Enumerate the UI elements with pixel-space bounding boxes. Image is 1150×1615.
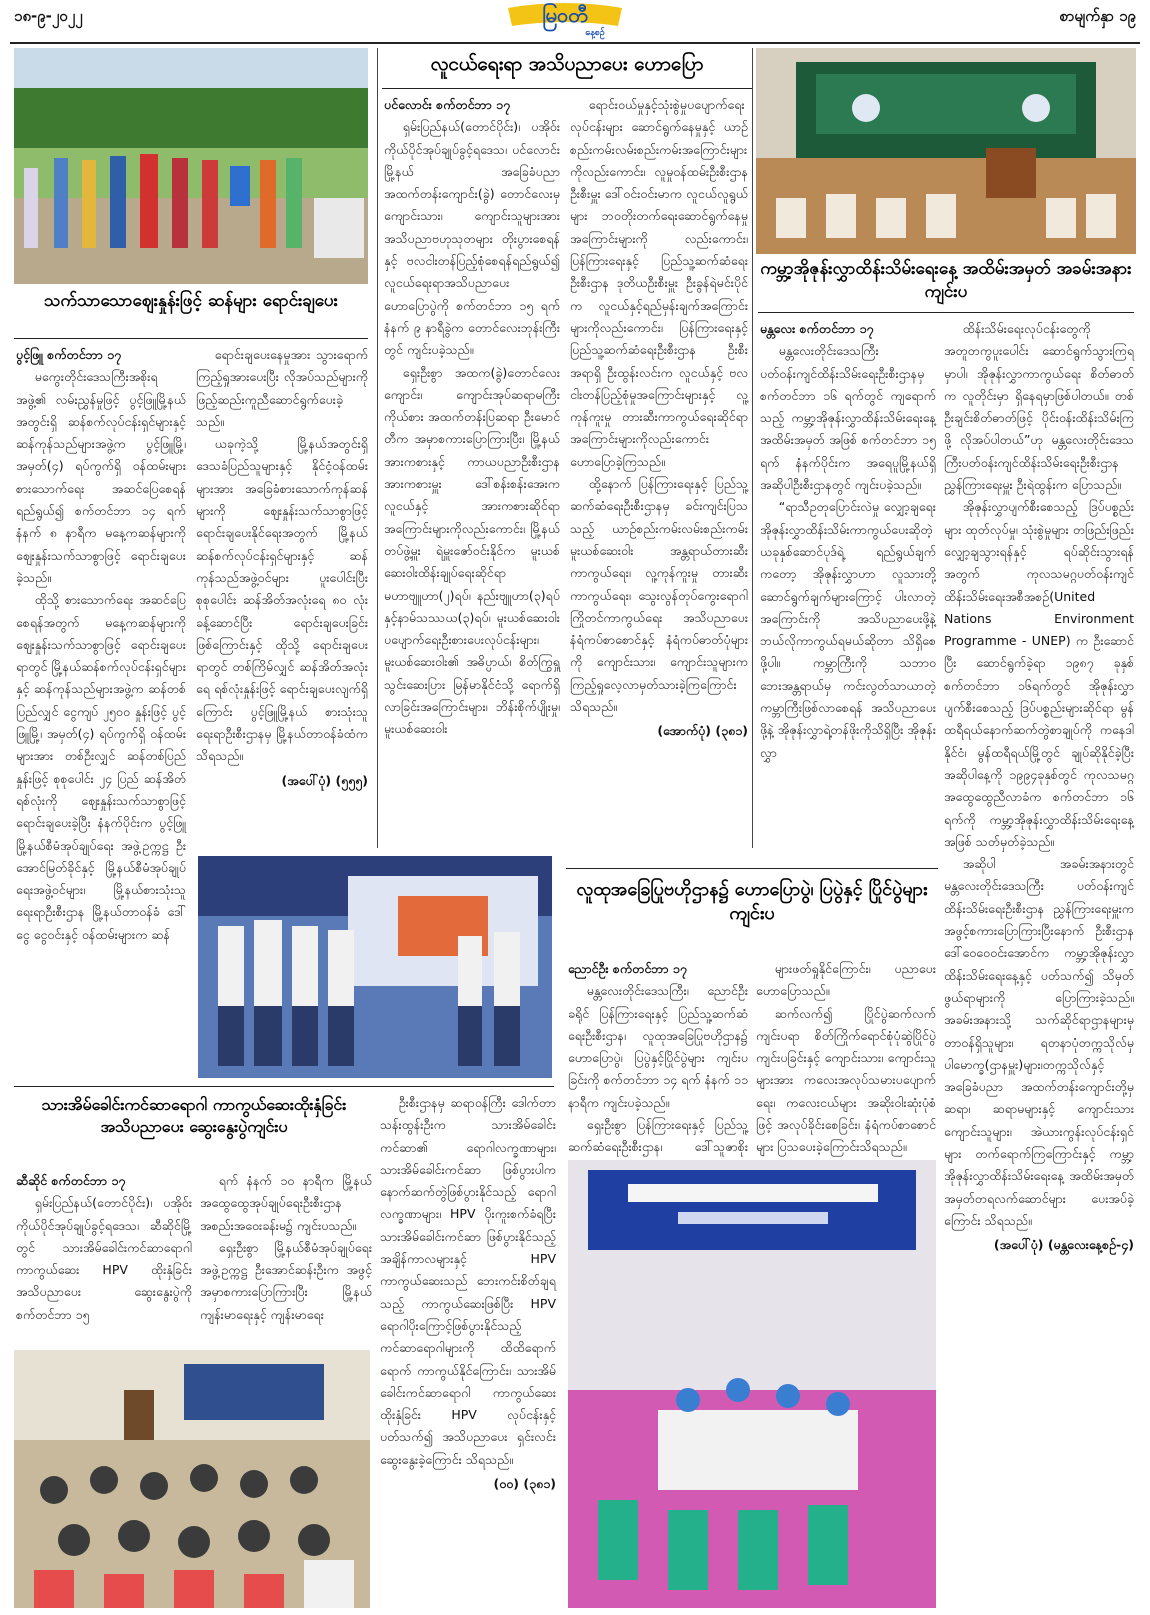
- article3-credit: (အပေါ်ပုံ) (မန္တလေးနေ့စဉ်-၄): [993, 1237, 1134, 1253]
- article2-para3: ရောင်းဝယ်မှုနှင့်သုံးစွဲမှုပပျောက်ရေးလုပ်ငန်းများ ဆောင်ရွက်နေမှုနှင့် ယာဉ်စည်းကမ်းလမ်းစည်းကမ်းအကြောင်းများကိုလည်းကောင်း၊ လူမှုဝန်ထမ်းဦးစီးဌာန ဦးစီးမှူး ဒေါ်ဝင်းဝင်းမာက လူငယ်လူရွယ်များ ဘဝတိုးတက်ရေးဆောင်ရွက်နေမှုအကြောင်းများကို လည်းကောင်း၊ ပြန်ကြားရေးနှင့် ပြည်သူ့ဆက်ဆံရေးဦးစီးဌာန ဒုတိယဦးစီးမှူး ဦးခွန်ရဲမင်းပိုင်က လူငယ်နှင့်ရည်မှန်းချက်အကြောင်းများကိုလည်းကောင်း၊ ပြန်ကြားရေးနှင့် ပြည်သူ့ဆက်ဆံရေးဦးစီးဌာန ဦးစီးအရာရှိ ဦးထွန်းလင်းက လူငယ်နှင့် ဗလငါးတန်ပြည့်စုံမှုအကြောင်းများနှင့် လူ့ကုန်ကူးမှု တားဆီးကာကွယ်ရေးဆိုင်ရာ အကြောင်းများကိုလည်းကောင်း ဟောပြောခဲ့ကြသည်။: [570, 97, 748, 469]
- article5-col1: [16, 1170, 192, 1340]
- article4-top-rule: [566, 868, 938, 869]
- article3-para1: မန္တလေးတိုင်းဒေသကြီး ပတ်ဝန်းကျင်ထိန်းသိမ်းရေးဦးစီးဌာနမှ စက်တင်ဘာ ၁၆ ရက်တွင် ကျရောက်သည့် ကမ္ဘာ့အိုဇုန်းလွှာထိန်းသိမ်းရေးနေ့ အထိမ်းအမှတ် အဖြစ် စက်တင်ဘာ ၁၅ ရက် နံနက်ပိုင်းက အရေပူမြို့နယ်ရှိ အဆိုပါဦးစီးဌာနတွင် ကျင်းပခဲ့သည်။: [760, 343, 936, 493]
- article1-credit: (အပေါ်ပုံ) (၅၅၅): [281, 772, 368, 788]
- article3-para4: အိုဇုန်းလွှာပျက်စီးစေသည့် ဒြပ်ပစ္စည်းများ ထုတ်လုပ်မှု၊ သုံးစွဲမှုများ တဖြည်းဖြည်းလျှော့ချသွားရန်နှင့် ရပ်ဆိုင်းသွားရန်အတွက် ကုလသမဂ္ဂပတ်ဝန်းကျင်ထိန်းသိမ်းရေးအစီအစဉ်(United Nations Environment Programme - UNEP) က ဦးဆောင်ပြီး ဆောင်ရွက်ခဲ့ရာ ၁၉၈၇ ခုနှစ် စက်တင်ဘာ ၁၆ရက်တွင် အိုဇုန်းလွှာပျက်စီးစေသည့် ဒြပ်ပစ္စည်းများဆိုင်ရာ မွန်ထရီရယ်နောက်ဆက်တွဲစာချုပ်ကို ကနေဒါနိုင်ငံ၊ မွန်ထရီရယ်မြို့တွင် ချုပ်ဆိုနိုင်ခဲ့ပြီး အဆိုပါနေ့ကို ၁၉၉၄ခုနှစ်တွင် ကုလသမဂ္ဂအထွေထွေညီလာခံက စက်တင်ဘာ ၁၆ ရက်ကို ကမ္ဘာ့အိုဇုန်းလွှာထိန်းသိမ်းရေးနေ့အဖြစ် သတ်မှတ်ခဲ့သည်။: [944, 499, 1134, 849]
- article1-col2: [196, 344, 368, 844]
- article1-col1: [16, 344, 186, 942]
- article1-para2: ထိုသို့ စားသောက်ရေး အဆင်ပြေစေရန်အတွက် မနေ့ကဆန်များကို ဈေးနှုန်းသက်သာစွာဖြင့် ရောင်းချပေးရာတွင် မြို့နယ်ဆန်စက်လုပ်ငန်းရှင်များနှင့် ဆန်ကုန်သည်များအဖွဲ့က ဆန်တစ်ပြည်လျှင် ငွေကျပ် ၂၅၀၀ နှုန်းဖြင့် ပွင့်ဖြူမြို့၊ အမှတ်(၄) ရပ်ကွက်ရှိ ဝန်ထမ်းများအား တစ်ဦးလျှင် ဆန်တစ်ပြည်နှုန်းဖြင့် စုစုပေါင်း ၂၄ ပြည် ဆန်အိတ် ရစ်လုံးကို ဈေးနှုန်းသက်သာစွာဖြင့် ရောင်းချပေးခဲ့ပြီး နံနက်ပိုင်းက ပွင့်ဖြူမြို့နယ်စီမံအုပ်ချုပ်ရေး အဖွဲ့ဥက္ကဋ္ဌ ဦးအောင်မြတ်ခိုင်နှင့် မြို့နယ်စီမံအုပ်ချုပ်ရေးအဖွဲ့ဝင်များ၊ မြို့နယ်စားသုံးသူရေးရာဦးစီးဌာန မြို့နယ်တာဝန်ခံ ဒေါ်ငွေ ငွေဝင်းနှင့် ဝန်ထမ်းများက ဆန်: [16, 592, 186, 942]
- article4-col2: [756, 958, 936, 1158]
- article3-para2: “ရာသီဥတုပြောင်းလဲမှု လျှော့ချရေး အိုဇုန်းလွှာထိန်းသိမ်းကာကွယ်ပေးဆိုတဲ့ ယခုနှစ်ဆောင်ပုဒ်ရဲ့ ရည်ရွယ်ချက်ကတော့ အိုဇုန်းလွှာဟာ လူသားတို့ ဆောင်ရွက်ချက်များကြောင့် ပါးလာတဲ့အကြောင်းကို အသိပညာပေးဖို့နဲ့ ဘယ်လိုကာကွယ်ရမယ်ဆိုတာ သိရှိစေဖို့ပါ။ ကမ္ဘာကြီးကို သဘာဝဘေးအန္တရာယ်မှ ကင်းလွတ်သာယာတဲ့ ကမ္ဘာကြီးဖြစ်လာစေရန် အသိပညာပေးဖို့နဲ့ အိုဇုန်းလွှာရဲ့တန်ဖိုးကိုသိရှိပြီး အိုဇုန်းလွှာ: [760, 499, 936, 760]
- article3-para5: အဆိုပါ အခမ်းအနားတွင် မန္တလေးတိုင်းဒေသကြီး ပတ်ဝန်းကျင် ထိန်းသိမ်းရေးဦးစီးဌာန ညွှန်ကြားရေးမှူးက အဖွင့်စကားပြောကြားပြီးနောက် ဦးစီးဌာန ဒေါ်ဝေဝေဝင်းအောင်က ကမ္ဘာ့အိုဇုန်းလွှာထိန်းသိမ်းရေးနေ့နှင့် ပတ်သက်၍ သိမှတ်ဖွယ်ရာများကို ပြောကြားခဲ့သည်။ အခမ်းအနားသို့ သက်ဆိုင်ရာဌာနများမှ တာဝန်ရှိသူများ၊ ရတနာပုံတက္ကသိုလ်မှ ပါမောက္ခ(ဌာနမှူး)များ၊တက္ကသိုလ်နှင့် အခြေခံပညာ အထက်တန်းကျောင်းတို့မှ ဆရာ၊ ဆရာမများနှင့် ကျောင်းသား ကျောင်းသူများ၊ အဲယားကွန်းလုပ်ငန်းရှင်များ တက်ရောက်ကြကြောင်းနှင့် ကမ္ဘာ့အိုဇုန်းလွှာထိန်းသိမ်းရေးနေ့ အထိမ်းအမှတ် အမှတ်တရလက်ဆောင်များ ပေးအပ်ခဲ့ကြောင်း သိရသည်။: [944, 856, 1134, 1228]
- photo-children-drawing: [568, 1160, 936, 1608]
- article5-credit: (ဝဝ) (၃၈၁): [493, 1476, 556, 1492]
- article5-col2: [200, 1170, 372, 1340]
- article1-para3: ရောင်းချပေးနေမှုအား သွားရောက်ကြည့်ရှုအားပေးပြီး လိုအပ်သည်များကို ဖြည့်ဆည်းကူညီဆောင်ရွက်ပေးခဲ့သည်။: [196, 347, 368, 429]
- article2-para4: ထို့နောက် ပြန်ကြားရေးနှင့် ပြည်သူ့ဆက်ဆံရေးဦးစီးဌာနမှ ခင်းကျင်းပြသသည့် ယာဉ်စည်းကမ်းလမ်းစည်းကမ်းမူးယစ်ဆေးဝါး အန္တရာယ်တားဆီးကာကွယ်ရေး၊ လူ့ကုန်ကူးမှု တားဆီးကာကွယ်ရေး၊ သွေးလွန်တုပ်ကွေးရောဂါကြိုတင်ကာကွယ်ရေး အသိပညာပေး နံရံကပ်စာစောင်နှင့် နံရံကပ်ဓာတ်ပုံများကို ကျောင်းသား၊ ကျောင်းသူများက ကြည့်ရှုလေ့လာမှတ်သားခဲ့ကြကြောင်း သိရသည်။: [570, 476, 748, 715]
- article2-para1: ရှမ်းပြည်နယ်(တောင်ပိုင်း)၊ ပအိုဝ်းကိုယ်ပိုင်အုပ်ချုပ်ခွင့်ရဒေသ၊ ပင်လောင်းမြို့နယ် အခြေခံပညာ အထက်တန်းကျောင်း(ခွဲ) တောင်လေးမှ ကျောင်းသား၊ ကျောင်းသူများအား အသိပညာဗဟုသုတများ တိုးပွားစေရန်နှင့် ဗလငါးတန်ပြည့်စုံစေရန်ရည်ရွယ်၍ လူငယ်ရေးရာအသိပညာပေး ဟောပြောပွဲကို စက်တင်ဘာ ၁၅ ရက် နံနက် ၉ နာရီခွဲက တောင်လေးဘုန်းကြီးတွင် ကျင်းပခဲ့သည်။: [384, 119, 560, 358]
- logo-subtitle: နေ့စဉ်: [585, 28, 605, 38]
- article4-para4: ဆက်လက်၍ ပြိုင်ပွဲဆက်လက်ကျင်းပရာ စိတ်ကြိုက်ရောင်စုံပုံဆွဲပြိုင်ပွဲကျင်းပခြင်းနှင့် ကျောင်းသား၊ ကျောင်းသူများအား ကလေးအလုပ်သမားပပျောက်ရေး၊ ကလေးငယ်များ အဆိုးဝါးဆုံးပုံစံဖြင့် အလုပ်ခိုင်းစေခြင်း၊ နံရံကပ်စာစောင်များ ပြသပေးခဲ့ကြောင်းသိရသည်။: [756, 1005, 936, 1155]
- article4-headline: လူထုအခြေပြုဗဟိုဌာန၌ ဟောပြောပွဲ၊ ပြပွဲနှင့် ပြိုင်ပွဲများ ကျင်းပ: [576, 879, 928, 925]
- photo-rice-sale: [14, 48, 368, 284]
- masthead-logo: [500, 2, 630, 42]
- article2-dateline: ပင်လောင်း စက်တင်ဘာ ၁၇: [384, 97, 511, 112]
- photo-hpv-meeting: [14, 1350, 370, 1608]
- article4-para3: များဖတ်ရှုနိုင်ကြောင်း၊ ပညာပေး ဟောပြောသည်။: [756, 961, 936, 999]
- article3-col2: [944, 318, 1134, 1608]
- article2-headline: လူငယ်ရေးရာ အသိပညာပေး ဟောပြော: [430, 53, 704, 75]
- logo-title: မြဝတီ: [542, 3, 588, 27]
- page-number: စာမျက်နှာ ၁၉: [1059, 7, 1136, 25]
- article4-dateline: ညောင်ဦး စက်တင်ဘာ ၁၇: [568, 961, 687, 976]
- photo-students-exhibit: [198, 856, 552, 1078]
- page-date: ၁၈-၉-၂၀၂၂: [14, 7, 83, 25]
- photo-ozone-ceremony: [756, 48, 1136, 254]
- article5-col3: [380, 1092, 556, 1608]
- article2-rule: [382, 88, 752, 89]
- article3-dateline: မန္တလေး စက်တင်ဘာ ၁၇: [760, 321, 874, 336]
- article1-rule: [14, 338, 368, 339]
- article2-credit: (အောက်ပုံ) (၃၈၁): [657, 723, 748, 739]
- article5-top-rule: [14, 1086, 554, 1087]
- article1-dateline: ပွင့်ဖြူ စက်တင်ဘာ ၁၇: [16, 347, 122, 362]
- article5-headline: သားအိမ်ခေါင်းကင်ဆာရောဂါ ကာကွယ်ဆေးထိုးနှံခြင်း အသိပညာပေး ဆွေးနွေးပွဲကျင်းပ: [41, 1095, 347, 1136]
- article2-para2: ရှေးဦးစွာ အထက(ခွဲ)တောင်လေးကျောင်း၊ ကျောင်းအုပ်ဆရာမကြီးကိုယ်စား အထက်တန်းပြဆရာ ဦးမောင်တီက အမှာစကားပြောကြားပြီး၊ မြို့နယ်အားကစားနှင့် ကာယပညာဦးစီးဌာန အားကစားမှူး ဒေါ်စန်းစန်းအေးက လူငယ်နှင့် အားကစားဆိုင်ရာ အကြောင်းများကိုလည်းကောင်း၊ မြို့နယ်တပ်ဖွဲ့မှူး ရဲမှူးဇော်ဝင်းနိုင်က မူးယစ်ဆေးဝါးထိန်းချုပ်ရေးဆိုင်ရာ မဟာဗျူဟာ(၂)ရပ်၊ နည်းဗျူဟာ(၃)ရပ်နှင့်နာမ်သဿယ(၃)ရပ်၊ မူးယစ်ဆေးဝါးပပျောက်ရေးဦးစားပေးလုပ်ငန်းများ၊ မူးယစ်ဆေးဝါး၏ အဓိပ္ပာယ်၊ စိတ်ကြွရှူသွင်းဆေးပြား မြန်မာနိုင်ငံသို့ ရောက်ရှိလာခြင်းအကြောင်းများ၊ ဘိန်းစိုက်ပျိုးမှု၊ မူးယစ်ဆေးဝါး: [384, 364, 560, 737]
- article3-col1: [760, 318, 936, 866]
- article5-para3: ရှေးဦးစွာ မြို့နယ်စီမံအုပ်ချုပ်ရေးအဖွဲ့ဥက္ကဋ္ဌ ဦးအောင်ဆန်းဦးက အဖွင့်အမှာစကားပြောကြားပြီး မြို့နယ်ကျန်းမာရေးနှင့် ကျန်းမာရေး: [200, 1239, 372, 1322]
- article1-headline: သက်သာသောဈေးနှုန်းဖြင့် ဆန်များ ရောင်းချပေး: [44, 291, 338, 311]
- article1-para1: မကွေးတိုင်းဒေသကြီးအစိုးရ အဖွဲ့၏ လမ်းညွှန်မှုဖြင့် ပွင့်ဖြူမြို့နယ်အတွင်းရှိ ဆန်စက်လုပ်ငန်းရှင်များနှင့် ဆန်ကုန်သည်များအဖွဲ့က ပွင့်ဖြူမြို့၊ အမှတ်(၄) ရပ်ကွက်ရှိ ဝန်ထမ်းများ စားသောက်ရေး အဆင်ပြေစေရန် ရည်ရွယ်၍ စက်တင်ဘာ ၁၄ ရက် နံနက် ၈ နာရီက မနေ့ကဆန်များကို ဈေးနှုန်းသက်သာစွာဖြင့် ရောင်းချပေးခဲ့သည်။: [16, 369, 186, 585]
- article5-para1: ရှမ်းပြည်နယ်(တောင်ပိုင်း)၊ ပအိုဝ်းကိုယ်ပိုင်အုပ်ချုပ်ခွင့်ရဒေသ၊ ဆီဆိုင်မြို့တွင် သားအိမ်ခေါင်းကင်ဆာရောဂါ ကာကွယ်ဆေး HPV ထိုးနှံခြင်း အသိပညာပေး ဆွေးနွေးပွဲကို စက်တင်ဘာ ၁၅: [16, 1195, 192, 1322]
- article5-para4: ဦးစီးဌာနမှ ဆရာဝန်ကြီး ဒေါက်တာ သန်းထွန်းဦးက သားအိမ်ခေါင်းကင်ဆာ၏ ရောဂါလက္ခဏာများ၊ သားအိမ်ခေါင်းကင်ဆာ ဖြစ်ပွားပါက နောက်ဆက်တွဲဖြစ်ပွားနိုင်သည့် ရောဂါလက္ခဏာများ၊ HPV ပိုးကူးစက်ခံရပြီး သားအိမ်ခေါင်းကင်ဆာ ဖြစ်ပွားနိုင်သည့် အချိန်ကာလများနှင့် HPV ကာကွယ်ဆေးသည် ဘေးကင်းစိတ်ချရသည့် ကာကွယ်ဆေးဖြစ်ပြီး HPV ရောဂါပိုးကြောင့်ဖြစ်ပွားနိုင်သည့် ကင်ဆာရောဂါများကို ထိထိရောက်ရောက် ကာကွယ်နိုင်ကြောင်း၊ သားအိမ်ခေါင်းကင်ဆာရောဂါ ကာကွယ်ဆေး ထိုးနှံခြင်း HPV လုပ်ငန်းနှင့်ပတ်သက်၍ အသိပညာပေး ရှင်းလင်းဆွေးနွေးခဲ့ကြောင်း သိရသည်။: [380, 1095, 556, 1467]
- article4-para1: မန္တလေးတိုင်းဒေသကြီး၊ ညောင်ဦးခရိုင် ပြန်ကြားရေးနှင့် ပြည်သူ့ဆက်ဆံရေးဦးစီးဌာန၊ လူထုအခြေပြုဗဟိုဌာန၌ ဟောပြောပွဲ၊ ပြပွဲနှင့်ပြိုင်ပွဲများ ကျင်းပခြင်းကို စက်တင်ဘာ ၁၄ ရက် နံနက် ၁၁ နာရီက ကျင်းပခဲ့သည်။: [568, 983, 748, 1110]
- column-divider-2: [752, 48, 753, 848]
- article5-dateline: ဆီဆိုင် စက်တင်ဘာ ၁၇: [16, 1173, 126, 1188]
- article2-col2: [570, 94, 748, 874]
- article3-rule: [758, 312, 1134, 313]
- article4-col1: [568, 958, 748, 1155]
- article1-para4: ယခုကဲ့သို့ မြို့နယ်အတွင်းရှိ ဒေသခံပြည်သူများနှင့် နိုင်ငံ့ဝန်ထမ်းများအား အခြေခံစားသောက်ကုန်ဆန်များကို ဈေးနှုန်းသက်သာစွာဖြင့် ရောင်းချပေးနိုင်ရေးအတွက် မြို့နယ်ဆန်စက်လုပ်ငန်းရှင်များနှင့် ဆန်ကုန်သည်အဖွဲ့ဝင်များ ပူးပေါင်းပြီး စုစုပေါင်း ဆန်အိတ်အလုံးရေ ၈၀ လုံး ခန့်ဆောင်ပြီး ရောင်းချပေးခြင်းဖြစ်ကြောင်းနှင့် ထိုသို့ ရောင်းချပေးရာတွင် တစ်ကြိမ်လျှင် ဆန်အိတ်အလုံးရေ ရစ်လုံးနှုန်းဖြင့် ရောင်းချပေးလျက်ရှိကြောင်း ပွင့်ဖြူမြို့နယ် စားသုံးသူရေးရာဦးစီးဌာနမှ မြို့နယ်တာဝန်ခံထံက သိရသည်။: [196, 436, 368, 764]
- article4-para2: ရှေးဦးစွာ ပြန်ကြားရေးနှင့် ပြည်သူ့ဆက်ဆံရေးဦးစီးဌာန၊ ဒေါ်သူဇာစိုး: [568, 1117, 748, 1155]
- article2-col1: [384, 94, 560, 848]
- article3-para3: ထိန်းသိမ်းရေးလုပ်ငန်းတွေကို အတူတကွပူးပေါင်း ဆောင်ရွက်သွားကြရမှာပါ၊ အိုဇုန်းလွှာကာကွယ်ရေး စိတ်ဓာတ်က လူတိုင်းမှာ ရှိနေရမှာဖြစ်ပါတယ်။ တစ်ဦးချင်းစိတ်ဓာတ်ဖြင့် ပိုင်းဝန်းထိန်းသိမ်းကြဖို့ လိုအပ်ပါတယ်”ဟု မန္တလေးတိုင်းဒေသကြီးပတ်ဝန်းကျင်ထိန်းသိမ်းရေးဦးစီးဌာန ညွှန်ကြားရေးမှူး ဦးရဲထွန်းက ပြောသည်။: [944, 321, 1134, 493]
- column-divider-1: [377, 48, 378, 848]
- article3-headline: ကမ္ဘာ့အိုဇုန်းလွှာထိန်းသိမ်းရေးနေ့ အထိမ်းအမှတ် အခမ်းအနား ကျင်းပ: [760, 259, 1132, 302]
- article5-para2: ရက် နံနက် ၁၀ နာရီက မြို့နယ် အထွေထွေအုပ်ချုပ်ရေးဦးစီးဌာန အစည်းအဝေးခန်းမ၌ ကျင်းပသည်။: [200, 1173, 372, 1233]
- header-rule: [10, 42, 1140, 44]
